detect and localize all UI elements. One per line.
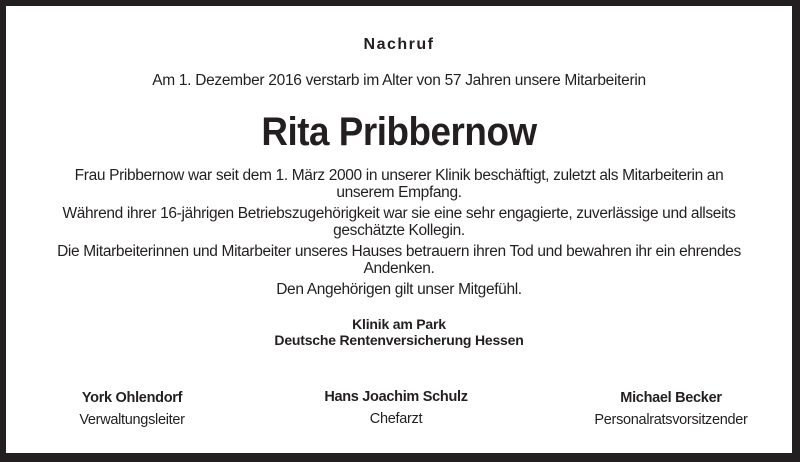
signatory: [12, 390, 252, 428]
signatory: [551, 390, 791, 428]
organization-parent: Deutsche Rentenversicherung Hessen: [274, 332, 524, 348]
body-paragraph: Die Mitarbeiterinnen und Mitarbeiter unseres Hauses betrauern ihren Tod und bewahren ihr ein ehrendes Andenken.: [57, 243, 741, 277]
notice-heading: Nachruf: [363, 36, 435, 53]
signatory-name: Hans Joachim Schulz: [324, 389, 468, 405]
signatory-title: Personalratsvorsitzender: [594, 412, 748, 428]
signatory-name: York Ohlendorf: [81, 390, 183, 406]
signatory-name: Michael Becker: [620, 390, 722, 406]
notice-body: [6, 167, 792, 302]
signatory-title: Chefarzt: [369, 411, 423, 427]
deceased-name: Rita Pribbernow: [261, 110, 537, 154]
notice-intro: Am 1. Dezember 2016 verstarb im Alter von 57 Jahren unsere Mitarbeiterin: [152, 72, 646, 89]
body-paragraph: Frau Pribbernow war seit dem 1. März 2000 in unserer Klinik beschäftigt, zuletzt als Mitarbeiterin an unserem Empfang.: [74, 167, 724, 201]
signatory: [276, 389, 516, 427]
organization-block: [6, 316, 792, 348]
organization-name: Klinik am Park: [352, 316, 446, 332]
body-paragraph: Während ihrer 16-jährigen Betriebszugehörigkeit war sie eine sehr engagierte, zuverlässige und allseits geschätzte Kollegin.: [62, 205, 736, 239]
body-paragraph: Den Angehörigen gilt unser Mitgefühl.: [276, 281, 522, 298]
signatory-title: Verwaltungsleiter: [79, 412, 185, 428]
obituary-notice: [6, 6, 792, 453]
